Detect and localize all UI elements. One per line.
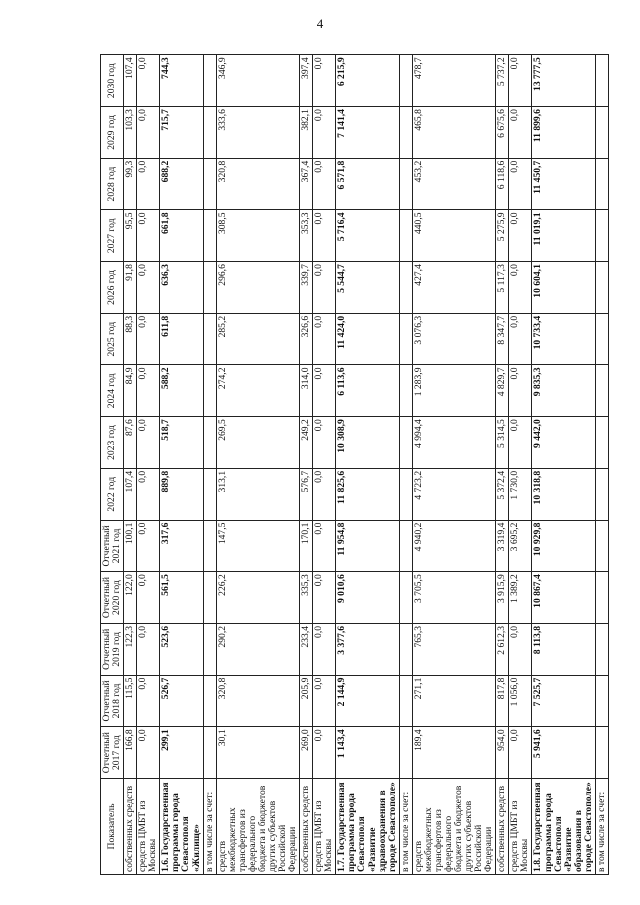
cell-value: 453,2 [412,158,496,210]
cell-value: 103,3 [124,107,137,159]
cell-value: 13 777,5 [532,55,595,107]
cell-value: 11 899,6 [532,107,595,159]
cell-value: 0,0 [137,468,160,520]
cell-value: 526,7 [160,675,203,727]
cell-value [203,623,216,675]
cell-value: 0,0 [509,210,532,262]
header-year: 2029 год [101,107,124,159]
cell-value: 205,9 [300,675,313,727]
row-label: средств ЦМБТ из Москвы [509,779,532,875]
cell-value: 11 825,6 [336,468,399,520]
cell-value [203,158,216,210]
cell-value: 226,2 [216,572,300,624]
table-row [509,55,532,875]
cell-value: 285,2 [216,313,300,365]
cell-value: 1 143,4 [336,727,399,779]
cell-value [399,55,412,107]
cell-value: 147,5 [216,520,300,572]
cell-value: 588,2 [160,365,203,417]
cell-value: 299,1 [160,727,203,779]
cell-value: 5 716,4 [336,210,399,262]
table-row [496,55,509,875]
table-row [532,55,595,875]
cell-value: 3 705,5 [412,572,496,624]
cell-value: 353,3 [300,210,313,262]
cell-value [203,262,216,314]
cell-value [399,520,412,572]
cell-value: 0,0 [137,417,160,469]
cell-value: 1 056,0 [509,675,532,727]
cell-value: 688,2 [160,158,203,210]
cell-value: 6 571,8 [336,158,399,210]
cell-value: 115,5 [124,675,137,727]
cell-value: 320,8 [216,675,300,727]
header-indicator: Показатель [101,779,124,875]
cell-value: 100,1 [124,520,137,572]
cell-value: 333,6 [216,107,300,159]
header-year: 2027 год [101,210,124,262]
cell-value: 87,6 [124,417,137,469]
cell-value: 0,0 [313,675,336,727]
header-year: Отчетный 2017 год [101,727,124,779]
table-row [160,55,203,875]
cell-value: 0,0 [313,520,336,572]
cell-value: 107,4 [124,55,137,107]
header-year: Отчетный 2021 год [101,520,124,572]
cell-value: 166,8 [124,727,137,779]
cell-value [595,55,608,107]
cell-value: 367,4 [300,158,313,210]
cell-value: 0,0 [313,55,336,107]
cell-value: 189,4 [412,727,496,779]
table-row [412,55,496,875]
cell-value: 122,3 [124,623,137,675]
cell-value [203,365,216,417]
cell-value [399,158,412,210]
cell-value: 249,2 [300,417,313,469]
cell-value: 0,0 [313,210,336,262]
cell-value: 5 737,2 [496,55,509,107]
cell-value: 10 308,9 [336,417,399,469]
cell-value: 335,3 [300,572,313,624]
row-label: средств ЦМБТ из Москвы [313,779,336,875]
row-label: собственных средств [300,779,313,875]
header-year: 2026 год [101,262,124,314]
cell-value: 4 723,2 [412,468,496,520]
cell-value: 0,0 [313,623,336,675]
cell-value: 0,0 [137,55,160,107]
header-year: Отчетный 2019 год [101,623,124,675]
cell-value: 0,0 [313,727,336,779]
table-row [399,55,412,875]
cell-value: 0,0 [137,675,160,727]
cell-value [399,623,412,675]
header-year: 2024 год [101,365,124,417]
cell-value: 478,7 [412,55,496,107]
cell-value: 0,0 [137,572,160,624]
cell-value [203,210,216,262]
cell-value: 296,6 [216,262,300,314]
cell-value: 10 733,4 [532,313,595,365]
cell-value: 308,5 [216,210,300,262]
cell-value: 9 835,3 [532,365,595,417]
cell-value: 7 525,7 [532,675,595,727]
row-label: в том числе за счет: [595,779,608,875]
cell-value: 10 929,8 [532,520,595,572]
cell-value: 465,8 [412,107,496,159]
cell-value [203,727,216,779]
cell-value: 107,4 [124,468,137,520]
cell-value [399,417,412,469]
cell-value: 6 675,6 [496,107,509,159]
cell-value: 5 941,6 [532,727,595,779]
cell-value: 6 215,9 [336,55,399,107]
cell-value [399,313,412,365]
table-row [595,55,608,875]
cell-value: 8 113,8 [532,623,595,675]
cell-value: 91,8 [124,262,137,314]
cell-value: 3 915,9 [496,572,509,624]
cell-value [203,55,216,107]
cell-value: 0,0 [313,313,336,365]
cell-value: 0,0 [509,107,532,159]
cell-value: 561,5 [160,572,203,624]
cell-value [399,262,412,314]
cell-value [203,675,216,727]
cell-value: 88,3 [124,313,137,365]
cell-value [595,727,608,779]
cell-value: 744,3 [160,55,203,107]
cell-value: 1 283,9 [412,365,496,417]
cell-value: 2 144,9 [336,675,399,727]
cell-value: 326,6 [300,313,313,365]
cell-value [595,520,608,572]
row-label: 1.8. Государственная программа города Севастополя «Развитие образования в городе Севастополе» [532,779,595,875]
cell-value: 122,0 [124,572,137,624]
row-label: 1.6. Государственная программа города Севастополя «Жилище» [160,779,203,875]
cell-value: 954,0 [496,727,509,779]
cell-value: 0,0 [313,262,336,314]
cell-value [203,520,216,572]
cell-value [203,572,216,624]
cell-value: 0,0 [313,158,336,210]
budget-table [100,54,609,875]
cell-value [399,675,412,727]
cell-value [399,727,412,779]
cell-value [595,675,608,727]
cell-value [399,468,412,520]
cell-value: 3 377,6 [336,623,399,675]
cell-value [399,210,412,262]
table-row [216,55,300,875]
cell-value: 0,0 [313,572,336,624]
cell-value: 0,0 [137,623,160,675]
cell-value: 290,2 [216,623,300,675]
cell-value: 84,9 [124,365,137,417]
cell-value: 0,0 [509,313,532,365]
cell-value: 3 319,4 [496,520,509,572]
row-label: средств ЦМБТ из Москвы [137,779,160,875]
table-row [300,55,313,875]
cell-value: 317,6 [160,520,203,572]
cell-value: 0,0 [137,210,160,262]
cell-value: 9 010,6 [336,572,399,624]
cell-value: 6 118,6 [496,158,509,210]
cell-value: 0,0 [509,417,532,469]
header-year: Отчетный 2020 год [101,572,124,624]
cell-value: 440,5 [412,210,496,262]
header-year: 2025 год [101,313,124,365]
cell-value: 0,0 [509,55,532,107]
cell-value: 576,7 [300,468,313,520]
cell-value: 3 076,3 [412,313,496,365]
cell-value: 320,8 [216,158,300,210]
cell-value: 11 450,7 [532,158,595,210]
cell-value: 2 612,3 [496,623,509,675]
cell-value [595,623,608,675]
cell-value: 274,2 [216,365,300,417]
cell-value: 4 940,2 [412,520,496,572]
cell-value [595,158,608,210]
cell-value: 611,8 [160,313,203,365]
cell-value: 0,0 [137,262,160,314]
cell-value: 99,3 [124,158,137,210]
cell-value [595,210,608,262]
cell-value: 0,0 [509,727,532,779]
cell-value [595,313,608,365]
cell-value: 7 141,4 [336,107,399,159]
rotated-table-container [100,55,607,875]
cell-value: 1 389,2 [509,572,532,624]
cell-value: 0,0 [509,262,532,314]
row-label: 1.7. Государственная программа города Севастополя «Развитие здравоохранения в городе Севастополе» [336,779,399,875]
cell-value: 5 117,3 [496,262,509,314]
cell-value: 0,0 [509,158,532,210]
cell-value: 715,7 [160,107,203,159]
cell-value: 397,4 [300,55,313,107]
cell-value: 0,0 [313,365,336,417]
cell-value: 661,8 [160,210,203,262]
cell-value: 95,5 [124,210,137,262]
cell-value: 0,0 [137,107,160,159]
row-label: средств межбюджетных трансфертов из федерального бюджета и бюджетов других субъектов Российской Федерации [216,779,300,875]
cell-value [203,468,216,520]
cell-value [595,107,608,159]
cell-value: 5 372,4 [496,468,509,520]
cell-value [399,107,412,159]
cell-value: 11 019,1 [532,210,595,262]
cell-value [203,417,216,469]
cell-value: 0,0 [137,313,160,365]
cell-value: 6 113,6 [336,365,399,417]
cell-value: 30,1 [216,727,300,779]
header-year: 2028 год [101,158,124,210]
cell-value: 314,0 [300,365,313,417]
cell-value: 817,8 [496,675,509,727]
cell-value [399,572,412,624]
cell-value: 10 604,1 [532,262,595,314]
table-header-row [101,55,124,875]
cell-value: 5 544,7 [336,262,399,314]
header-year: Отчетный 2018 год [101,675,124,727]
table-row [336,55,399,875]
cell-value: 889,8 [160,468,203,520]
table-row [313,55,336,875]
header-year: 2022 год [101,468,124,520]
cell-value: 269,0 [300,727,313,779]
cell-value: 8 347,7 [496,313,509,365]
cell-value: 0,0 [509,365,532,417]
row-label: собственных средств [496,779,509,875]
cell-value: 4 829,7 [496,365,509,417]
cell-value: 0,0 [509,623,532,675]
cell-value: 0,0 [137,727,160,779]
table-row [124,55,137,875]
cell-value [595,262,608,314]
cell-value: 765,3 [412,623,496,675]
cell-value: 518,7 [160,417,203,469]
cell-value: 4 994,4 [412,417,496,469]
cell-value: 0,0 [137,520,160,572]
cell-value: 5 275,9 [496,210,509,262]
cell-value: 0,0 [313,107,336,159]
cell-value: 313,1 [216,468,300,520]
cell-value: 339,7 [300,262,313,314]
cell-value: 0,0 [137,365,160,417]
table-row [203,55,216,875]
cell-value: 427,4 [412,262,496,314]
cell-value [595,365,608,417]
cell-value: 636,3 [160,262,203,314]
cell-value: 9 442,0 [532,417,595,469]
row-label: в том числе за счет: [399,779,412,875]
cell-value [595,417,608,469]
cell-value: 11 424,0 [336,313,399,365]
cell-value: 5 314,5 [496,417,509,469]
cell-value: 0,0 [313,468,336,520]
cell-value: 11 954,8 [336,520,399,572]
cell-value: 271,1 [412,675,496,727]
cell-value: 269,5 [216,417,300,469]
cell-value: 382,1 [300,107,313,159]
cell-value: 10 318,8 [532,468,595,520]
cell-value: 1 730,0 [509,468,532,520]
cell-value: 3 695,2 [509,520,532,572]
cell-value: 0,0 [137,158,160,210]
table-row [137,55,160,875]
cell-value [399,365,412,417]
page-number: 4 [316,16,324,31]
cell-value: 523,6 [160,623,203,675]
row-label: собственных средств [124,779,137,875]
cell-value: 233,4 [300,623,313,675]
cell-value [203,313,216,365]
cell-value [203,107,216,159]
cell-value [595,572,608,624]
row-label: средств межбюджетных трансфертов из федерального бюджета и бюджетов других субъектов Российской Федерации [412,779,496,875]
cell-value [595,468,608,520]
cell-value: 170,1 [300,520,313,572]
cell-value: 346,9 [216,55,300,107]
row-label: в том числе за счет: [203,779,216,875]
header-year: 2030 год [101,55,124,107]
table-body [124,55,609,875]
cell-value: 0,0 [313,417,336,469]
header-year: 2023 год [101,417,124,469]
cell-value: 10 867,4 [532,572,595,624]
